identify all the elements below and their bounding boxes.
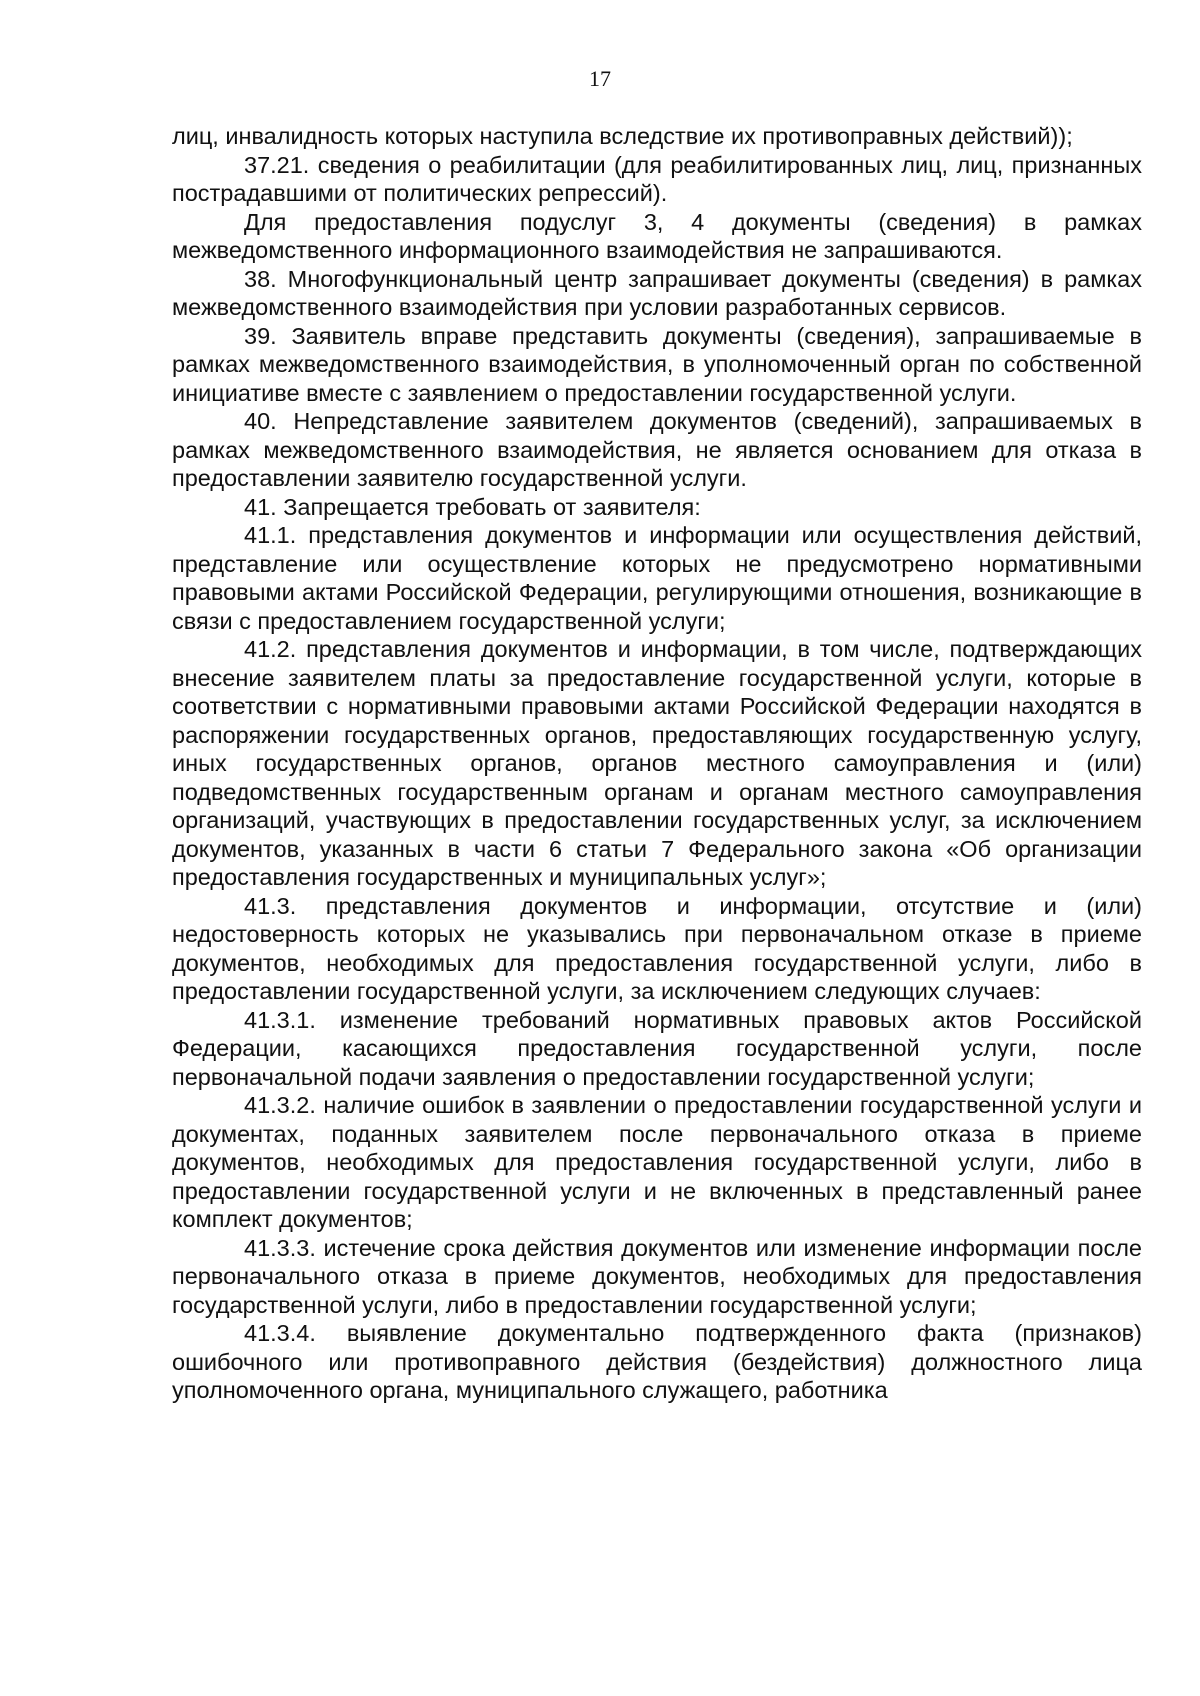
paragraph-37-21: 37.21. сведения о реабилитации (для реабилитированных лиц, лиц, признанных пострадавшими от политических репрессий).: [172, 151, 1142, 206]
paragraph-41-3: 41.3. представления документов и информации, отсутствие и (или) недостоверность которых не указывались при первоначальном отказе в приеме документов, необходимых для предоставления государственной услуги, либо в предоставлении государственной услуги, за исключением следующих случаев:: [172, 892, 1142, 1004]
paragraph-41-3-4: 41.3.4. выявление документально подтвержденного факта (признаков) ошибочного или противоправного действия (бездействия) должностного лица уполномоченного органа, муниципального служащего, работника: [172, 1320, 1142, 1403]
paragraph-41: 41. Запрещается требовать от заявителя:: [244, 493, 701, 520]
paragraph-41-3-2: 41.3.2. наличие ошибок в заявлении о предоставлении государственной услуги и документах, поданных заявителем после первоначального отказа в приеме документов, необходимых для предоставления государственной услуги, либо в предоставлении государственной услуги и не включенных в представленный ранее комплект документов;: [172, 1092, 1142, 1232]
paragraph-38: 38. Многофункциональный центр запрашивает документы (сведения) в рамках межведомственного взаимодействия при условии разработанных сервисов.: [172, 265, 1142, 320]
page-number: 17: [589, 66, 611, 91]
document-body: [172, 122, 1142, 1405]
paragraph-41-1: 41.1. представления документов и информации или осуществления действий, представление или осуществление которых не предусмотрено нормативными правовыми актами Российской Федерации, регулирующими отношения, возникающие в связи с предоставлением государственной услуги;: [172, 522, 1142, 634]
paragraph-41-2: 41.2. представления документов и информации, в том числе, подтверждающих внесение заявителем платы за предоставление государственной услуги, которые в соответствии с нормативными правовыми актами Российской Федерации находятся в распоряжении государственных органов, предоставляющих государственную услугу, иных государственных органов, органов местного самоуправления и (или) подведомственных государственным органам и органам местного самоуправления организаций, участвующих в предоставлении государственных услуг, за исключением документов, указанных в части 6 статьи 7 Федерального закона «Об организации предоставления государственных и муниципальных услуг»;: [172, 636, 1142, 890]
paragraph-41-3-1: 41.3.1. изменение требований нормативных правовых актов Российской Федерации, касающихся предоставления государственной услуги, после первоначальной подачи заявления о предоставлении государственной услуги;: [172, 1006, 1142, 1090]
paragraph-41-3-3: 41.3.3. истечение срока действия документов или изменение информации после первоначального отказа в приеме документов, необходимых для предоставления государственной услуги, либо в предоставлении государственной услуги;: [172, 1234, 1142, 1318]
paragraph-subservices-note: Для предоставления подуслуг 3, 4 документы (сведения) в рамках межведомственного информационного взаимодействия не запрашиваются.: [172, 208, 1142, 263]
paragraph-39: 39. Заявитель вправе представить документы (сведения), запрашиваемые в рамках межведомственного взаимодействия, в уполномоченный орган по собственной инициативе вместе с заявлением о предоставлении государственной услуги.: [172, 322, 1142, 406]
paragraph-40: 40. Непредставление заявителем документов (сведений), запрашиваемых в рамках межведомственного взаимодействия, не является основанием для отказа в предоставлении заявителю государственной услуги.: [172, 408, 1142, 491]
paragraph-continuation: лиц, инвалидность которых наступила вследствие их противоправных действий));: [172, 123, 1073, 149]
